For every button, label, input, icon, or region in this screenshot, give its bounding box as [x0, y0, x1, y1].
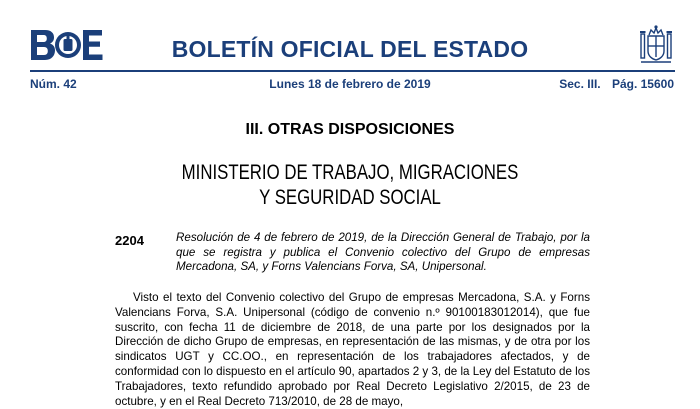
section-label: Sec. III.: [559, 77, 601, 91]
issue-number: Núm. 42: [30, 77, 77, 91]
entry-body: [115, 291, 590, 409]
issue-date: Lunes 18 de febrero de 2019: [269, 77, 431, 91]
ministry-line-1: MINISTERIO DE TRABAJO, MIGRACIONES: [181, 161, 519, 184]
page-label: Pág. 15600: [611, 77, 674, 91]
section-title: III. OTRAS DISPOSICIONES: [245, 121, 455, 138]
header-divider: [30, 70, 675, 72]
entry-number: 2204: [115, 233, 144, 248]
coat-of-arms-icon: [638, 24, 674, 66]
ministry-line-2: Y SEGURIDAD SOCIAL: [259, 186, 441, 209]
ministry-heading: [70, 160, 630, 210]
section-page-info: [559, 77, 674, 91]
body-paragraph: Visto el texto del Convenio colectivo del Grupo de empresas Mercadona, S.A. y Forns Valencians Forva, S.A. Unipersonal (código de convenio n.º 90100183012014), que fue suscrito, con fecha 11 de diciembre de 2018, de una parte por los designados por la Dirección de dicho Grupo de empresas, en representación de las mismas, y de otra por los sindicatos UGT y CC.OO., en representación de los trabajadores afectados, y de conformidad con lo dispuesto en el artículo 90, apartados 2 y 3, de la Ley del Estatuto de los Trabajadores, texto refundido aprobado por Real Decreto Legislativo 2/2015, de 23 de octubre, y en el Real Decreto 713/2010, de 28 de mayo,: [115, 291, 590, 408]
entry-summary: Resolución de 4 de febrero de 2019, de la Dirección General de Trabajo, por la que se registra y publica el Convenio colectivo del Grupo de empresas Mercadona, SA, y Forns Valencians Forva, SA, Unipersonal.: [176, 231, 590, 273]
journal-title: BOLETÍN OFICIAL DEL ESTADO: [171, 36, 529, 62]
